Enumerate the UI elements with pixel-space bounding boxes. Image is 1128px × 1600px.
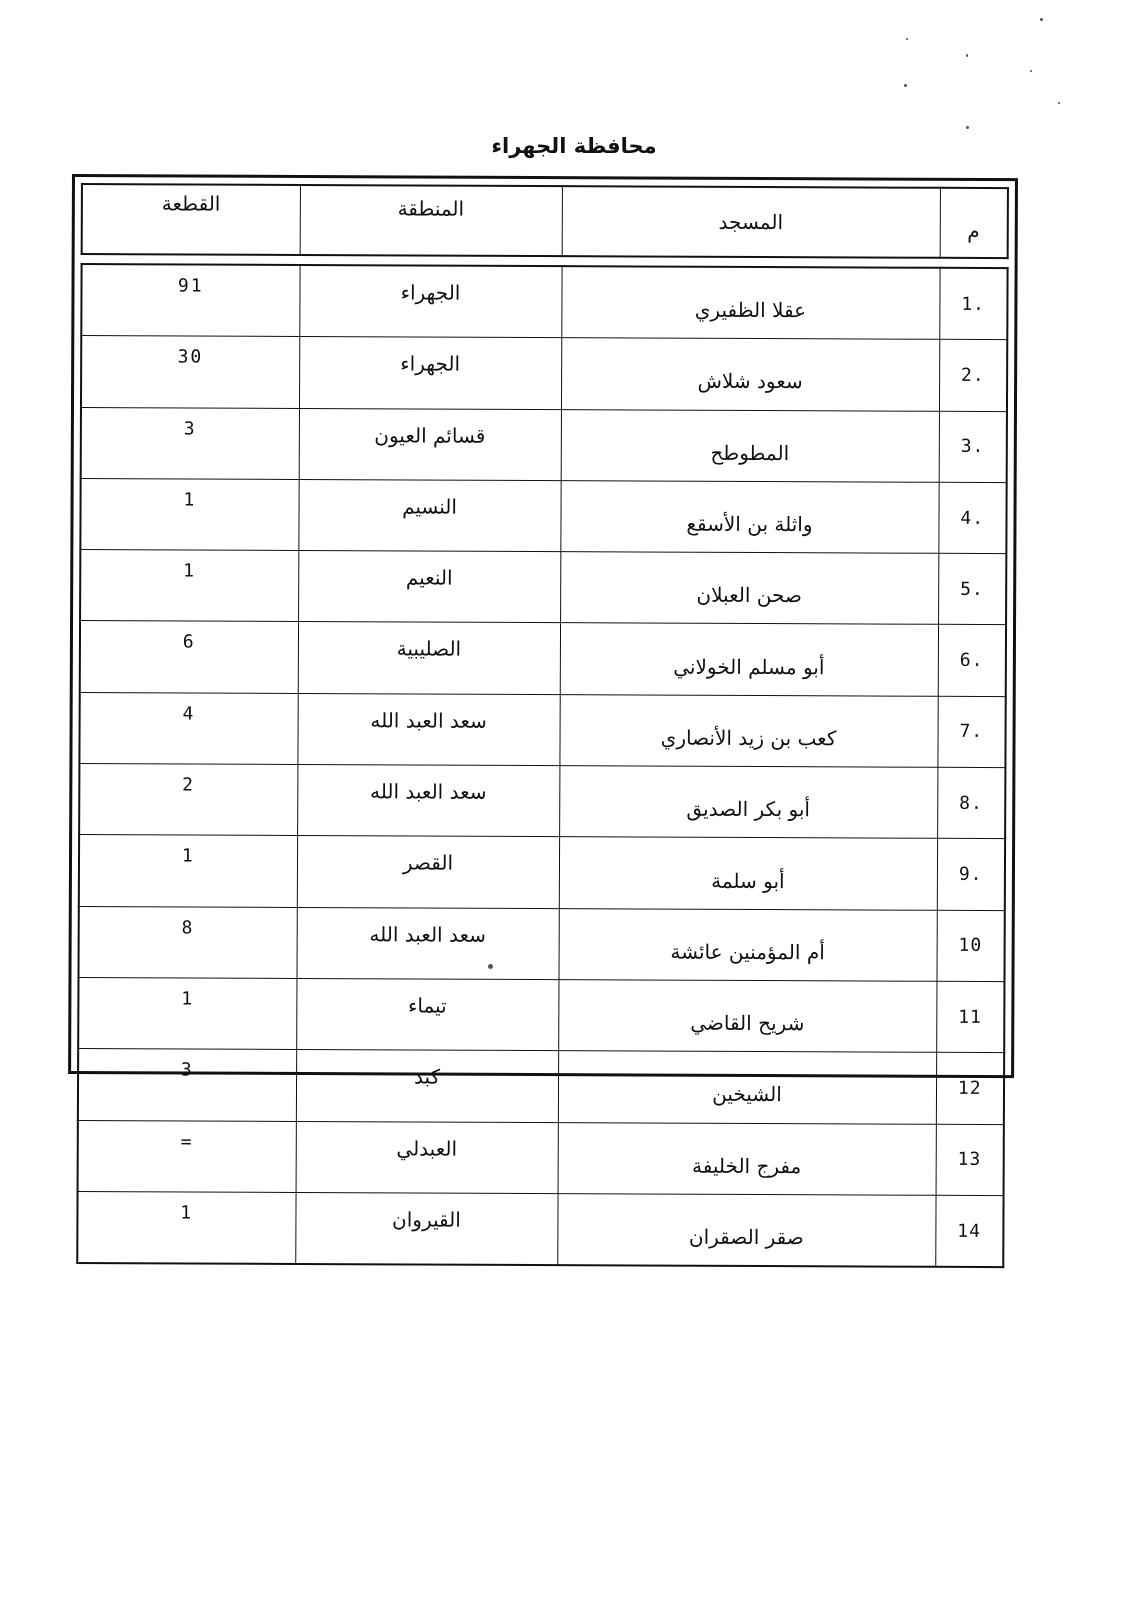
table-row (81, 407, 1007, 482)
table-row (78, 906, 1004, 981)
mosque-name: صقر الصقران (557, 1193, 935, 1266)
row-number: 6. (938, 625, 1006, 697)
mosque-name: كعب بن زيد الأنصاري (559, 694, 937, 767)
header-m: م (940, 188, 1008, 258)
area-name: الجهراء (299, 337, 561, 409)
mosque-name: أبو مسلم الخولاني (560, 623, 938, 696)
scan-speck (1058, 102, 1060, 104)
mosque-name: مفرج الخليفة (558, 1122, 936, 1195)
mosque-name: أم المؤمنين عائشة (558, 908, 936, 981)
plot-number: 8 (78, 906, 296, 978)
mosque-name: سعود شلاش (561, 338, 939, 411)
mosque-name: شريح القاضي (558, 980, 936, 1053)
area-name: القصر (297, 836, 559, 908)
row-number: 1. (939, 268, 1007, 340)
table-row (81, 264, 1007, 340)
plot-number: 1 (78, 978, 296, 1050)
area-name: النسيم (298, 479, 560, 551)
area-name: القيروان (295, 1192, 557, 1265)
plot-number: 3 (78, 1049, 296, 1121)
table-row (79, 764, 1005, 839)
plot-number: 1 (80, 550, 298, 622)
table-row (80, 621, 1006, 696)
area-name: قسائم العيون (299, 408, 561, 480)
row-number: 7. (937, 696, 1005, 768)
table-header (81, 183, 1009, 259)
plot-number: 1 (77, 1191, 295, 1264)
mosque-name: صحن العبلان (560, 552, 938, 625)
mosque-name: المطوطح (561, 409, 939, 482)
plot-number: 91 (81, 264, 299, 337)
row-number: 3. (939, 411, 1007, 483)
area-name: النعيم (298, 551, 560, 623)
area-name: العبدلي (296, 1121, 558, 1193)
table-row (79, 692, 1005, 767)
area-name: تيماء (296, 978, 558, 1050)
header-mosque: المسجد (562, 186, 940, 258)
plot-number: = (78, 1120, 296, 1192)
plot-number: 2 (79, 764, 297, 836)
mosque-table (76, 263, 1008, 1268)
mosque-name: أبو سلمة (559, 837, 937, 910)
table-row (78, 1120, 1004, 1195)
scan-speck (1040, 18, 1043, 21)
row-number: 14 (935, 1195, 1003, 1267)
row-number: 2. (939, 340, 1007, 412)
area-name: كبد (296, 1050, 558, 1122)
plot-number: 6 (80, 621, 298, 693)
page-title: محافظة الجهراء (491, 134, 657, 158)
row-number: 8. (937, 767, 1005, 839)
plot-number: 30 (81, 336, 299, 408)
header-plot: القطعة (161, 191, 221, 216)
area-name: الجهراء (299, 265, 561, 338)
table-row (80, 550, 1006, 625)
mosque-name: أبو بكر الصديق (559, 766, 937, 839)
area-name: الصليبية (298, 622, 560, 694)
table-row (78, 978, 1004, 1053)
scan-speck (904, 84, 907, 87)
row-number: 10 (936, 910, 1004, 982)
area-name: سعد العبد الله (297, 765, 559, 837)
table-row (78, 1049, 1004, 1124)
table-row (80, 478, 1006, 553)
scan-speck (966, 54, 968, 57)
mosque-name: واثلة بن الأسقع (560, 481, 938, 554)
scan-speck (906, 38, 908, 40)
header-row (82, 184, 1008, 258)
plot-number: 4 (79, 692, 297, 764)
mosque-name: عقلا الظفيري (561, 266, 939, 339)
area-name: سعد العبد الله (297, 693, 559, 765)
row-number: 4. (938, 482, 1006, 554)
table-row (81, 336, 1007, 411)
row-number: 9. (937, 839, 1005, 911)
table-row (77, 1191, 1003, 1267)
scan-speck (966, 126, 969, 129)
row-number: 12 (936, 1053, 1004, 1125)
plot-number: 1 (79, 835, 297, 907)
plot-number: 1 (80, 478, 298, 550)
table-frame (68, 174, 1018, 1250)
plot-number: 3 (81, 407, 299, 479)
table-row (79, 835, 1005, 910)
area-name: سعد العبد الله (296, 907, 558, 979)
header-area: المنطقة (300, 185, 562, 256)
row-number: 13 (936, 1124, 1004, 1196)
scan-speck (1030, 70, 1032, 72)
row-number: 5. (938, 553, 1006, 625)
row-number: 11 (936, 981, 1004, 1053)
mosque-name: الشيخين (558, 1051, 936, 1124)
